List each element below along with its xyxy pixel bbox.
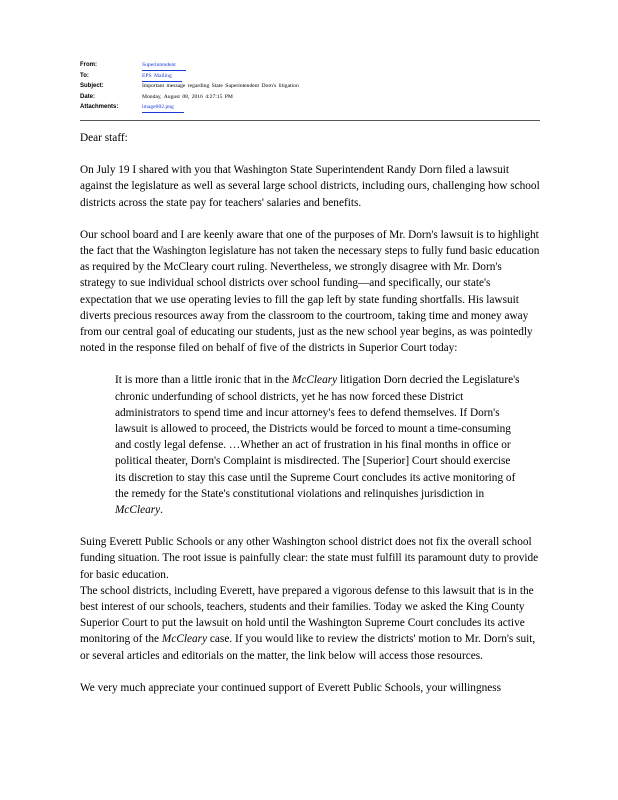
paragraph-2: Our school board and I are keenly aware that one of the purposes of Mr. Dorn's lawsuit is to highlight the fact that the Washington legislature has not taken the necessary steps to fully fund basic education as required by the McCleary court ruling. Nevertheless, we strongly disagree with Mr. Dorn's strategy to sue individual school districts over school funding—and specifically, our state's expectation that we use operating levies to fill the gap left by state funding shortfalls. His lawsuit diverts precious resources away from the classroom to the courtroom, taking time and money away from our central goal of educating our students, just as the new school year begins, as was pointedly noted in the response filed on behalf of five of the districts in Superior Court today: <box>80 228 540 355</box>
date-row <box>80 93 540 104</box>
salutation: Dear staff: <box>80 132 128 144</box>
block-quote <box>115 372 520 518</box>
subject-label: Subject: <box>80 83 104 89</box>
date-value: Monday, August 08, 2016 4:27:15 PM <box>142 93 233 100</box>
p4-text-b: case. If you would like to review the districts' motion to Mr. Dorn's suit, or several articles and editorials on the matter, the link below will access those resources. <box>80 633 536 662</box>
paragraph-5: We very much appreciate your continued support of Everett Public Schools, your willingness <box>80 681 502 694</box>
letter-body <box>80 130 540 696</box>
paragraph-4 <box>80 583 540 664</box>
from-link[interactable]: Superintendent <box>142 61 186 71</box>
p4-italic: McCleary <box>161 633 208 646</box>
attachments-row <box>80 103 540 114</box>
date-label: Date: <box>80 93 96 100</box>
quote-text-a: It is more than a little ironic that in the <box>115 374 292 387</box>
to-label: To: <box>80 72 89 79</box>
to-row <box>80 72 540 83</box>
to-link[interactable]: EPS Mailing <box>142 72 182 82</box>
from-label: From: <box>80 62 97 68</box>
attachments-label: Attachments: <box>80 104 119 110</box>
attachment-link[interactable]: image002.png <box>142 103 184 113</box>
quote-text-b: litigation Dorn decried the Legislature's chronic underfunding of school districts, yet he has now forced these District administrators to spend time and incur attorney's fees to defend themselves. If Dorn's lawsuit is allowed to proceed, the Districts would be forced to mount a time-consuming and costly legal defense. …Whether an act of frustration in his final months in office or political theater, Dorn's Complaint is misdirected. The [Superior] Court should exercise its discretion to stay this case until the Supreme Court concludes its active monitoring of the remedy for the State's constitutional violations and relinquishes jurisdiction in <box>115 374 520 500</box>
quote-italic-2: McCleary <box>115 504 161 517</box>
paragraph-1: On July 19 I shared with you that Washington State Superintendent Randy Dorn filed a lawsuit against the legislature as well as several large school districts, including ours, challenging how school districts across the state pay for teachers' salaries and benefits. <box>80 164 540 209</box>
header-divider <box>80 120 540 121</box>
paragraph-3: Suing Everett Public Schools or any other Washington school district does not fix the overall school funding situation. The root issue is painfully clear: the state must fulfill its paramount duty to provide for basic education. <box>80 536 539 581</box>
quote-text-c: . <box>160 504 163 517</box>
from-row <box>80 61 540 72</box>
p4-text-a: The school districts, including Everett, have prepared a vigorous defense to this lawsuit that is in the best interest of our schools, teachers, students and their families. Today we asked the King County Superior Court to put the lawsuit on hold until the Washington Supreme Court concludes its active monitoring of the <box>80 584 534 646</box>
subject-value: Important message regarding State Superintendent Dorn's litigation <box>142 83 299 89</box>
quote-italic-1: McCleary <box>291 374 338 387</box>
email-header <box>80 61 540 114</box>
subject-row <box>80 82 540 93</box>
